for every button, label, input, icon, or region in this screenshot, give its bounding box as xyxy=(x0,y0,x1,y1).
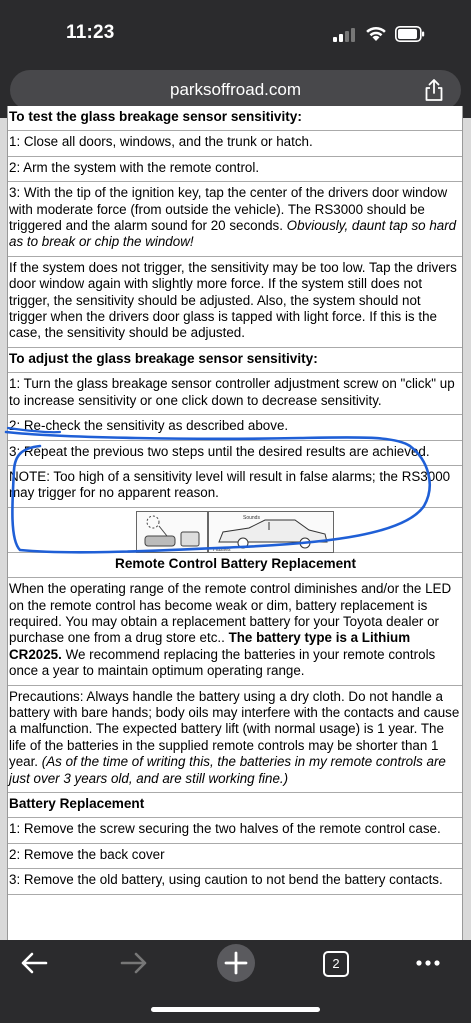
adjust-step-3: 3: Repeat the previous two steps until the desired results are achieved. xyxy=(8,441,462,466)
test-heading: To test the glass breakage sensor sensitivity: xyxy=(8,106,462,131)
adjust-heading: To adjust the glass breakage sensor sensitivity: xyxy=(8,348,462,373)
adjust-step-1: 1: Turn the glass breakage sensor controller adjustment screw on "click" up to increase sensitivity or one click down to decrease sensitivity. xyxy=(8,373,462,415)
battery-type: The battery type is a Lithium CR2025. xyxy=(9,630,411,662)
remote-heading: Remote Control Battery Replacement xyxy=(8,553,462,578)
web-content[interactable] xyxy=(0,109,471,940)
illustration-row xyxy=(8,508,462,553)
wifi-icon xyxy=(365,25,387,42)
test-step-3 xyxy=(8,182,462,257)
test-step-3-warning: Obviously, daunt tap so hard as to break or chip the window! xyxy=(9,218,457,250)
precautions-note: (As of the time of writing this, the batteries in my remote controls are just over 3 years old, and are still working fine.) xyxy=(9,754,446,786)
status-bar xyxy=(0,0,471,62)
url-text[interactable]: parksoffroad.com xyxy=(169,80,302,99)
battery-step-3: 3: Remove the old battery, using caution to not bend the battery contacts. xyxy=(8,869,462,894)
clock-time: 11:23 xyxy=(66,22,115,43)
car-illustration xyxy=(208,511,334,553)
document-page xyxy=(7,106,463,946)
remote-intro-text: When the operating range of the remote control diminishes and/or the LED on the remote control has become weak or dim, battery replacement is required. You may obtain a replacement battery for your Toyota dealer or purchase one from a drug store etc.. xyxy=(9,581,452,646)
battery-step-2: 2: Remove the back cover xyxy=(8,844,462,869)
test-step-2: 2: Arm the system with the remote control. xyxy=(8,157,462,182)
share-icon[interactable] xyxy=(423,78,445,102)
no-trigger-paragraph: If the system does not trigger, the sensitivity may be too low. Tap the drivers door window again with slightly more force. If the system still does not trigger, the sensitivity should be adjusted. Also, the system should not trigger when the drivers door glass is tapped with light force. If this is the case, the sensitivity should be adjusted. xyxy=(8,257,462,348)
test-step-3-text: 3: With the tip of the ignition key, tap the center of the drivers door window with moderate force (from outside the vehicle). The RS3000 should be triggered and the alarm sound for 20 seconds. xyxy=(9,185,448,234)
battery-step-1: 1: Remove the screw securing the two halves of the remote control case. xyxy=(8,818,462,843)
battery-icon xyxy=(395,26,425,42)
sensor-illustration xyxy=(136,511,208,553)
remote-intro xyxy=(8,578,462,685)
flashes-label: Flashes xyxy=(213,546,231,553)
precautions xyxy=(8,686,462,793)
test-step-1: 1: Close all doors, windows, and the trunk or hatch. xyxy=(8,131,462,156)
tab-switcher-icon[interactable]: 2 xyxy=(323,951,349,977)
sounds-label: Sounds xyxy=(243,514,260,521)
more-dots-icon[interactable] xyxy=(406,941,450,985)
forward-arrow-icon[interactable] xyxy=(112,941,156,985)
battery-heading: Battery Replacement xyxy=(8,793,462,818)
plus-icon[interactable] xyxy=(214,941,258,985)
home-indicator[interactable] xyxy=(151,1007,320,1012)
address-bar[interactable] xyxy=(10,70,461,110)
adjust-step-2: 2: Re-check the sensitivity as described above. xyxy=(8,415,462,440)
cellular-signal-icon xyxy=(333,28,359,42)
remote-intro-tail: We recommend replacing the batteries in your remote controls once a year to maintain optimum operating range. xyxy=(9,646,436,679)
back-arrow-icon[interactable] xyxy=(12,941,56,985)
adjust-note: NOTE: Too high of a sensitivity level will result in false alarms; the RS3000 may trigger for no apparent reason. xyxy=(8,466,462,508)
precautions-text: Precautions: Always handle the battery using a dry cloth. Do not handle a battery with bare hands; body oils may interfere with the contacts and cause a malfunction. The expected battery lift (with normal usage) is 1 year. The life of the batteries in the supplied remote controls may be shorter than 1 year. xyxy=(9,688,460,770)
